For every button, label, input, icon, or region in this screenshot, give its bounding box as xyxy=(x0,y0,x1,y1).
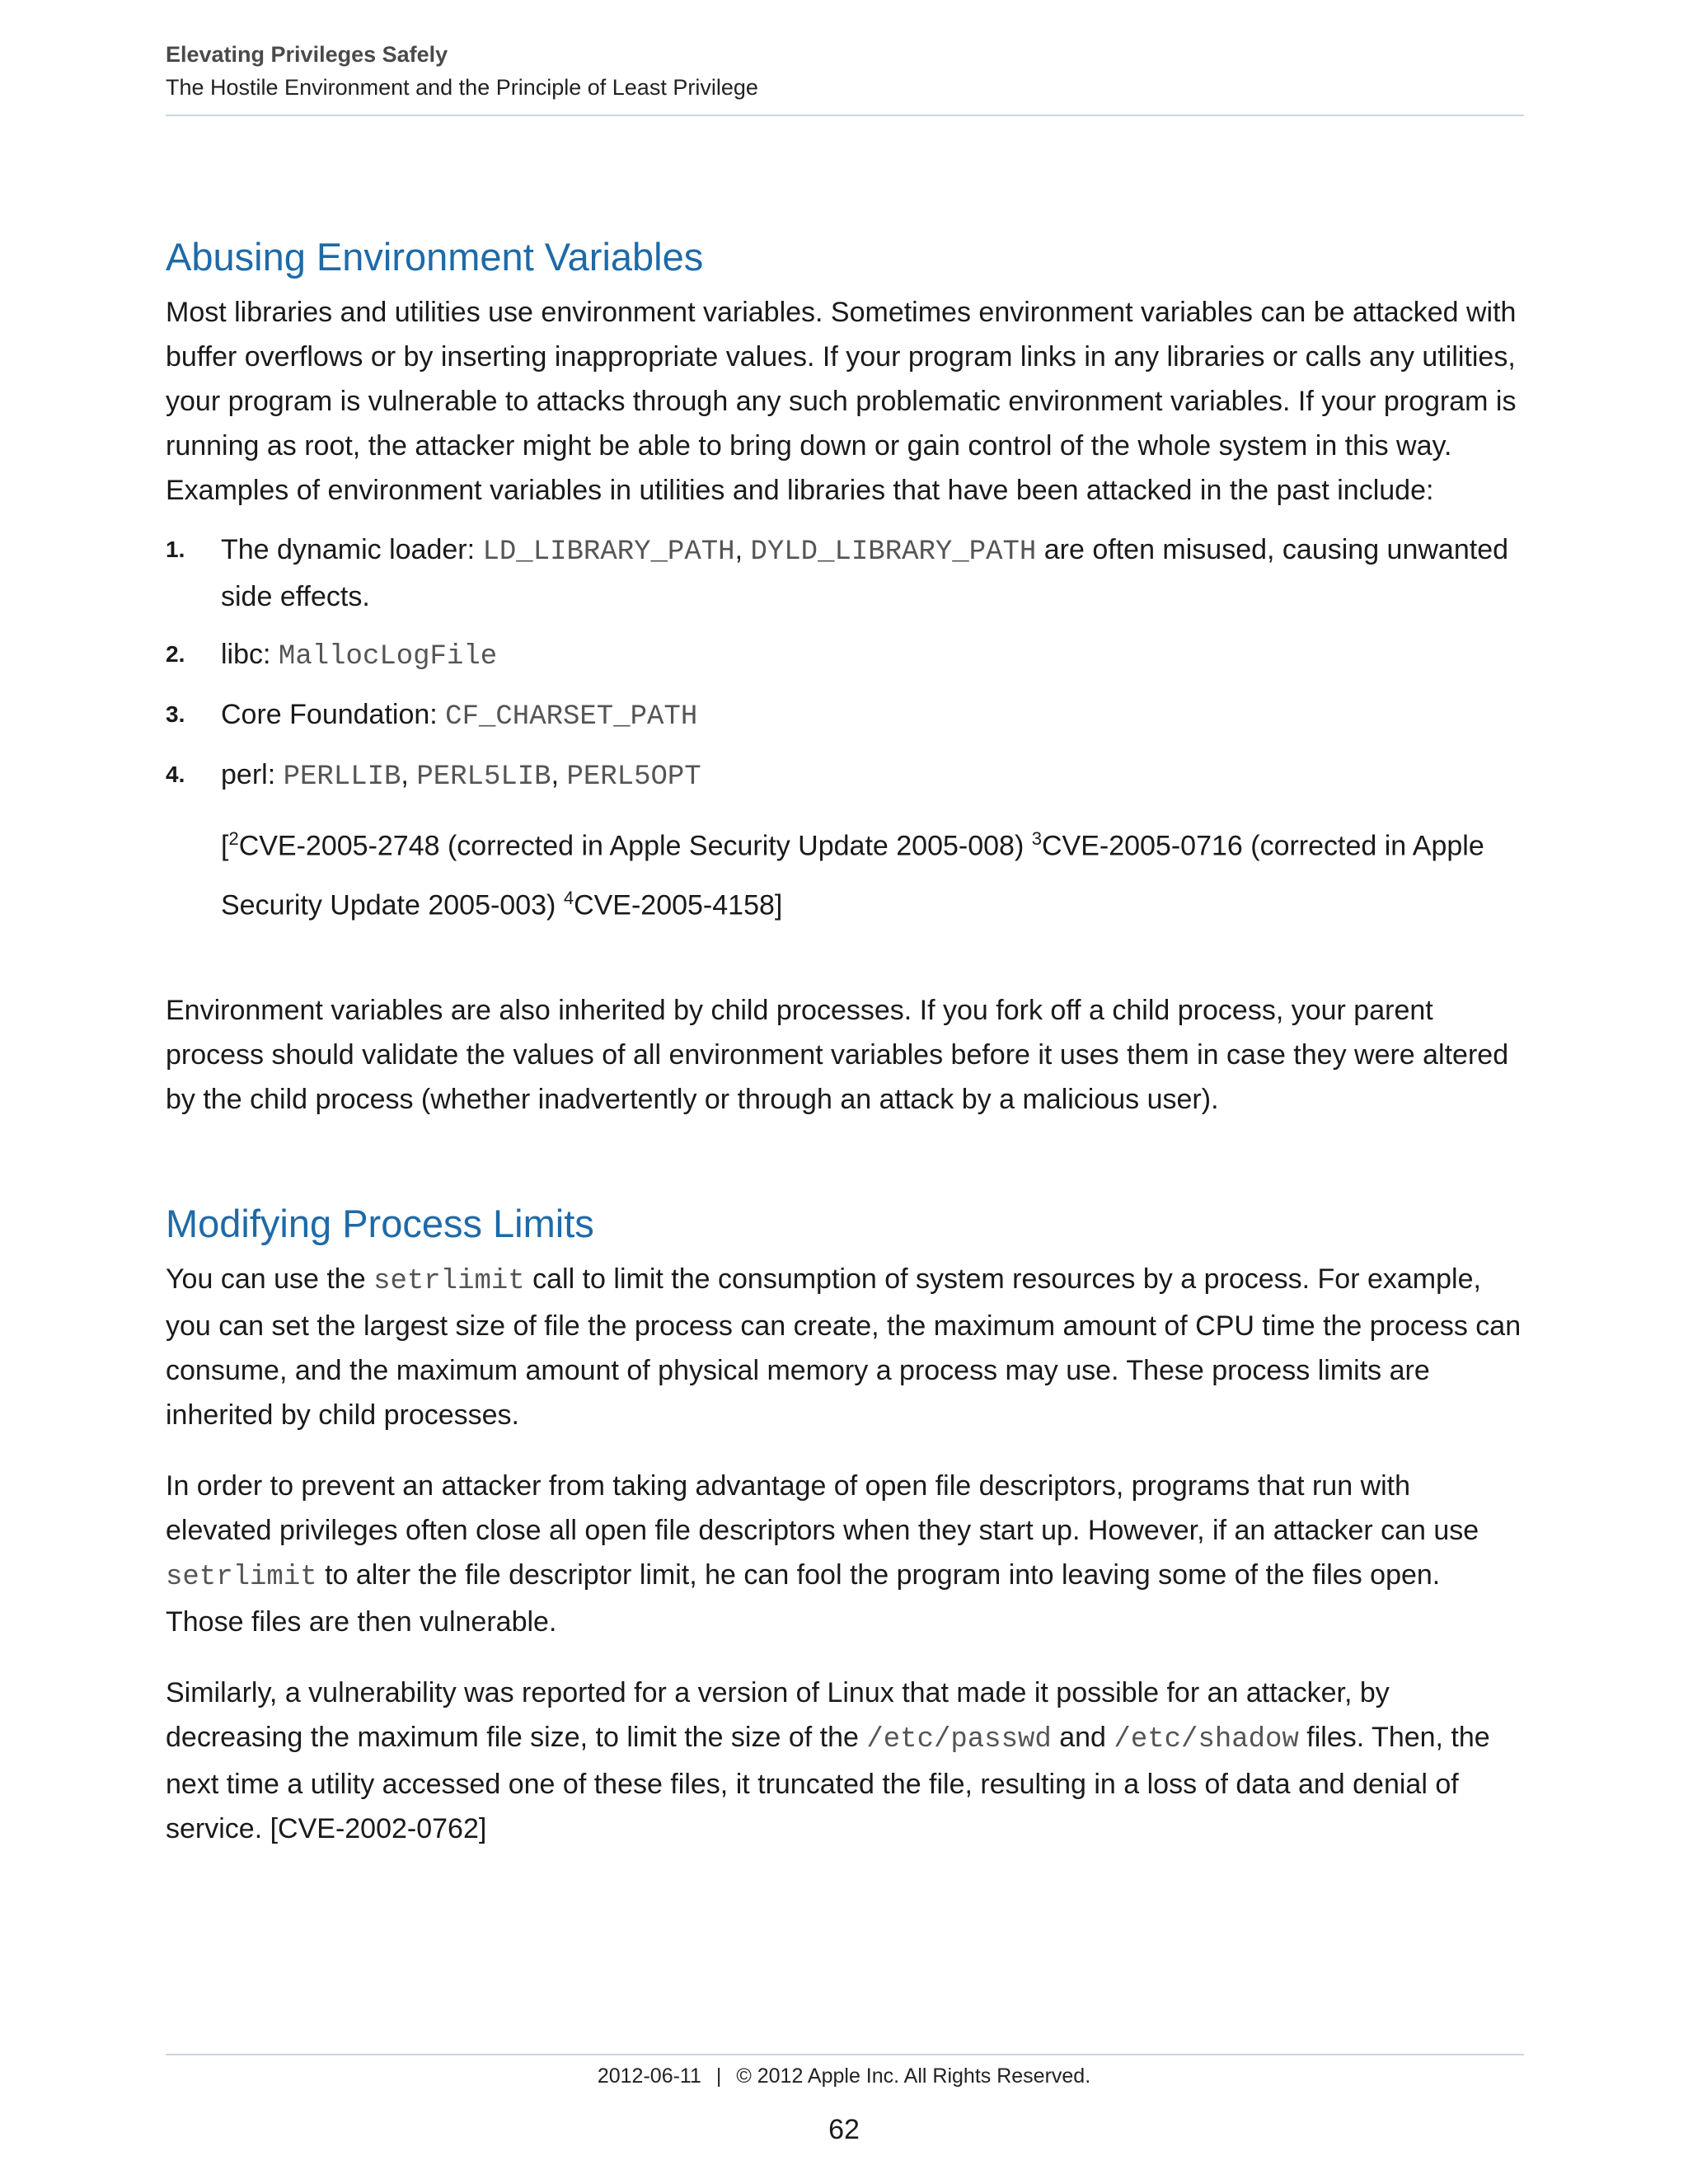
superscript-2: 2 xyxy=(228,828,239,849)
paragraph-env-inheritance: Environment variables are also inherited by child processes. If you fork off a child process, your parent process should validate the values of all environment variables before it uses them in case they were altered by the child process (whether inadvertently or through an attack by a malicious user). xyxy=(166,994,1509,1115)
text: call to limit the consumption of system resources by a process. For example, you can set the largest size of file the process can create, the maximum amount of CPU time the process can consume, and the maximum amount of physical memory a process may use. These process limits are inherited by child processes. xyxy=(166,1263,1522,1431)
main-content xyxy=(166,229,1524,1851)
footer-date: 2012-06-11 xyxy=(597,2064,701,2088)
item-text: are often misused, causing unwanted side effects. xyxy=(221,534,1509,612)
header-divider xyxy=(166,115,1524,116)
code-perl5lib: PERL5LIB xyxy=(416,762,551,793)
cve-2005-2748: CVE-2005-2748 (corrected in Apple Security Update 2005-008) xyxy=(238,830,1032,862)
text: You can use the xyxy=(166,1263,374,1295)
superscript-4: 4 xyxy=(563,888,574,909)
text: In order to prevent an attacker from taking advantage of open file descriptors, programs that run with elevated privileges often close all open file descriptors when they start up. However, if an attacker can use xyxy=(166,1469,1479,1546)
page-footer xyxy=(0,2064,1688,2088)
code-perllib: PERLLIB xyxy=(283,762,401,793)
item-separator: , xyxy=(401,759,417,790)
heading-abusing-environment-variables: Abusing Environment Variables xyxy=(166,235,704,279)
code-cf-charset-path: CF_CHARSET_PATH xyxy=(445,701,698,733)
item-separator: , xyxy=(734,534,751,565)
cve-references-note xyxy=(221,813,1524,932)
list-item xyxy=(166,752,1524,799)
code-perl5opt: PERL5OPT xyxy=(566,762,701,793)
footer-separator: | xyxy=(715,2064,722,2088)
cve-2005-4158: CVE-2005-4158] xyxy=(574,889,783,921)
item-text: Core Foundation: xyxy=(221,699,446,730)
code-etc-passwd: /etc/passwd xyxy=(866,1723,1052,1755)
item-text: perl: xyxy=(221,759,284,790)
list-item xyxy=(166,692,1524,739)
list-number: 3. xyxy=(166,701,185,727)
bracket: [ xyxy=(221,830,229,862)
list-item xyxy=(166,527,1524,619)
item-text: libc: xyxy=(221,639,279,670)
code-setrlimit: setrlimit xyxy=(166,1561,317,1593)
code-ld-library-path: LD_LIBRARY_PATH xyxy=(482,537,735,568)
list-number: 4. xyxy=(166,762,185,787)
env-variable-examples-list xyxy=(166,527,1524,799)
code-setrlimit: setrlimit xyxy=(373,1265,525,1297)
list-item xyxy=(166,632,1524,679)
superscript-3: 3 xyxy=(1031,828,1042,849)
cve-2005-0716: CVE-2005-0716 (corrected in Apple Security Update 2005-003) xyxy=(221,830,1484,921)
item-text: The dynamic loader: xyxy=(221,534,483,565)
page-number: 62 xyxy=(828,2114,860,2145)
paragraph-env-intro: Most libraries and utilities use environment variables. Sometimes environment variables can be attacked with buffer overflows or by inserting inappropriate values. If your program links in any libraries or calls any utilities, your program is vulnerable to attacks through any such problematic environment variables. If your program is running as root, the attacker might be able to bring down or gain control of the whole system in this way. Examples of environment variables in utilities and libraries that have been attacked in the past include: xyxy=(166,297,1517,506)
chapter-title: Elevating Privileges Safely xyxy=(166,42,448,67)
text: files. Then, the next time a utility accessed one of these files, it truncated the file, resulting in a loss of data and denial of service. [CVE-2002-0762] xyxy=(166,1721,1490,1844)
footer-divider xyxy=(166,2054,1524,2055)
paragraph-linux-vulnerability xyxy=(166,1671,1524,1851)
list-number: 2. xyxy=(166,641,185,667)
text: and xyxy=(1051,1721,1114,1753)
running-header xyxy=(166,38,1524,104)
text: to alter the file descriptor limit, he can fool the program into leaving some of the files open. Those files are then vulnerable. xyxy=(166,1558,1441,1638)
code-etc-shadow: /etc/shadow xyxy=(1114,1723,1299,1755)
footer-copyright: © 2012 Apple Inc. All Rights Reserved. xyxy=(736,2064,1091,2088)
section-title: The Hostile Environment and the Principle of Least Privilege xyxy=(166,75,758,100)
paragraph-setrlimit-intro xyxy=(166,1257,1524,1437)
code-malloclogfile: MallocLogFile xyxy=(278,641,498,673)
item-separator: , xyxy=(551,759,567,790)
paragraph-file-descriptors xyxy=(166,1464,1524,1644)
code-dyld-library-path: DYLD_LIBRARY_PATH xyxy=(750,537,1037,568)
text: Similarly, a vulnerability was reported for a version of Linux that made it possible for an attacker, by decreasing the maximum file size, to limit the size of the xyxy=(166,1676,1390,1753)
list-number: 1. xyxy=(166,537,185,562)
heading-modifying-process-limits: Modifying Process Limits xyxy=(166,1201,594,1245)
